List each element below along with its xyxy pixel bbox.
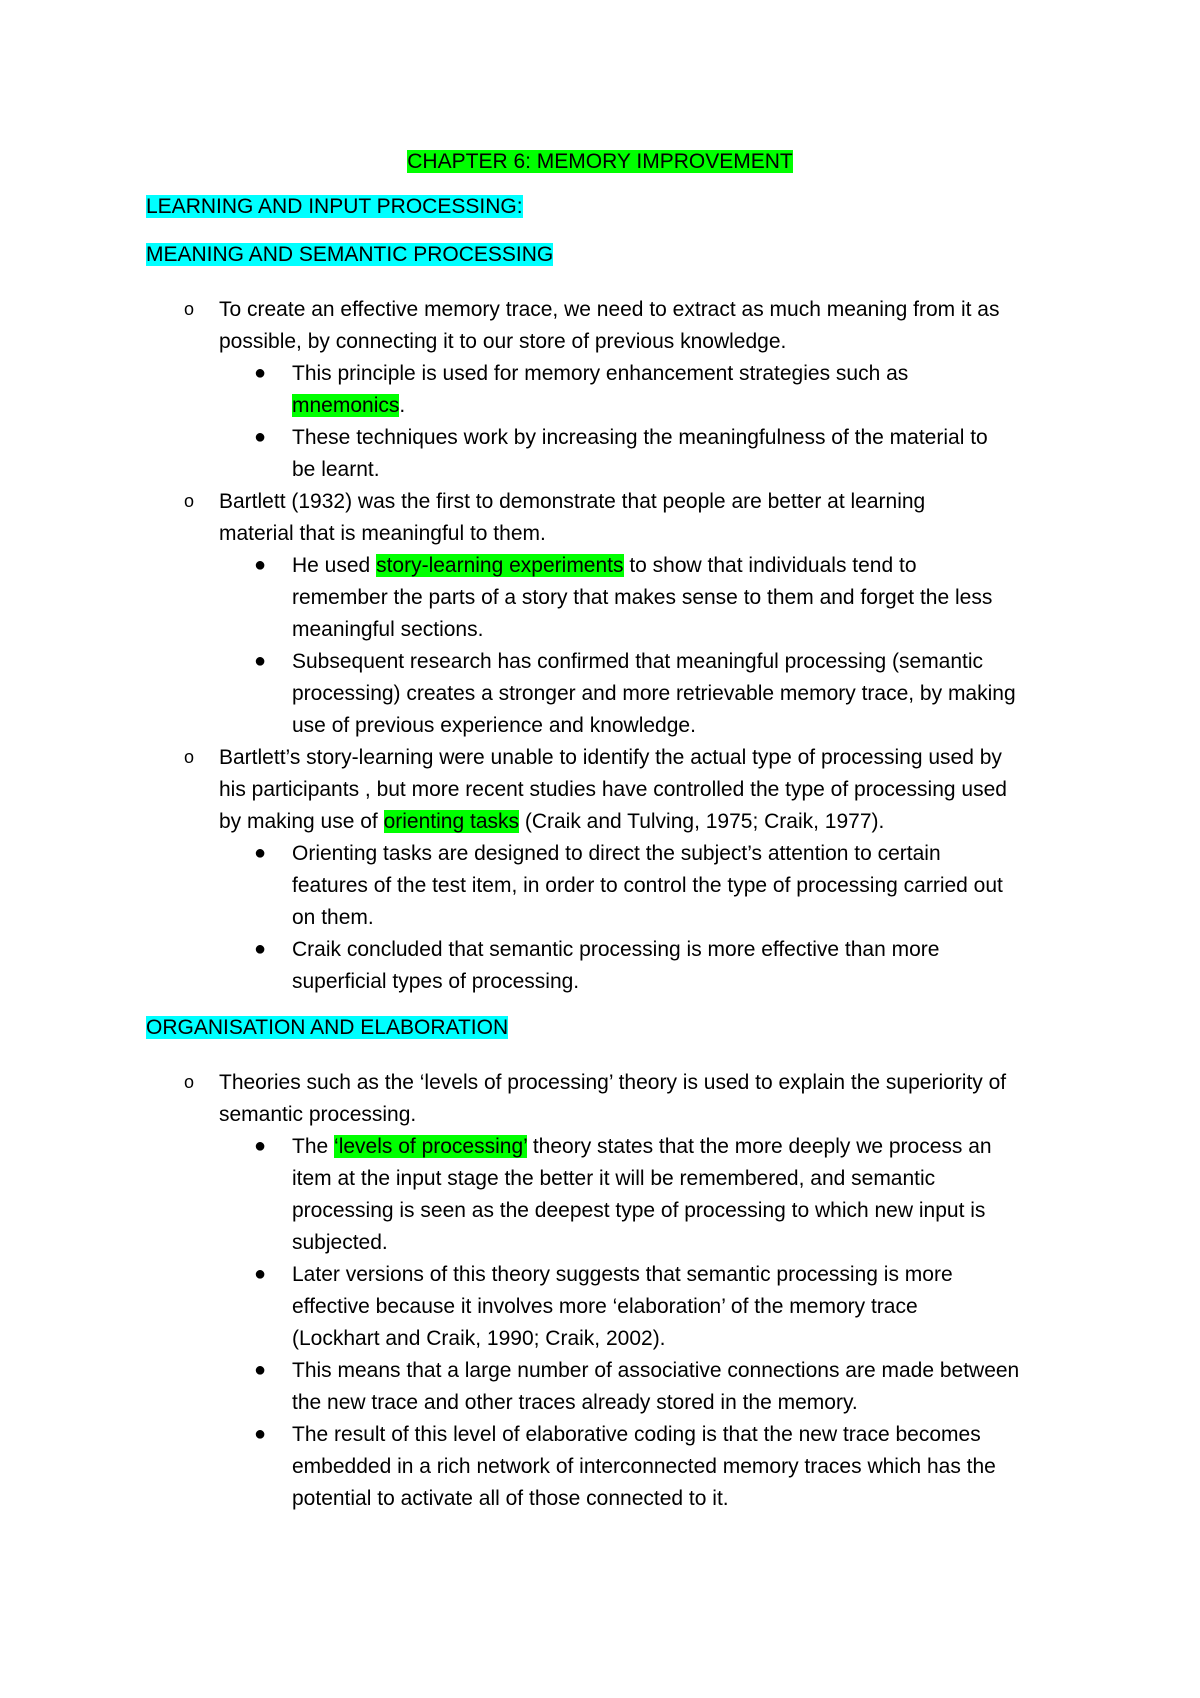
bullet-4-line-1: Subsequent research has confirmed that meaningful processing (semantic (292, 650, 984, 673)
bullet-10-line-3: potential to activate all of those connected to it. (292, 1487, 729, 1510)
highlight-mnemonics: mnemonics (292, 394, 400, 417)
bullet-7-line-2: item at the input stage the better it will be remembered, and semantic (292, 1167, 936, 1190)
heading-meaning-semantic: MEANING AND SEMANTIC PROCESSING (146, 243, 554, 266)
bullet-marker: ● (254, 1135, 267, 1157)
bullet-5-line-2: features of the test item, in order to control the type of processing carried out (292, 874, 1003, 897)
bullet-7-line-3: processing is seen as the deepest type of processing to which new input is (292, 1199, 986, 1222)
bullet-5-line-3: on them. (292, 906, 374, 929)
bullet-marker: ● (254, 1359, 267, 1381)
bullet-7-line-4: subjected. (292, 1231, 388, 1254)
bullet-10-line-1: The result of this level of elaborative coding is that the new trace becomes (292, 1423, 981, 1446)
bullet-marker: ● (254, 362, 267, 384)
bullet-4-line-3: use of previous experience and knowledge. (292, 714, 696, 737)
bullet-4-line-2: processing) creates a stronger and more retrievable memory trace, by making (292, 682, 1016, 705)
bullet-marker: ● (254, 554, 267, 576)
bullet-3-line-2: remember the parts of a story that makes sense to them and forget the less (292, 586, 993, 609)
circle-marker: o (184, 1072, 195, 1092)
bullet-10-line-2: embedded in a rich network of interconnected memory traces which has the (292, 1455, 996, 1478)
bullet-marker: ● (254, 938, 267, 960)
point-4-line-2: semantic processing. (219, 1103, 417, 1126)
bullet-9-line-2: the new trace and other traces already stored in the memory. (292, 1391, 858, 1414)
circle-marker: o (184, 747, 195, 767)
bullet-8-line-1: Later versions of this theory suggests that semantic processing is more (292, 1263, 953, 1286)
bullet-marker: ● (254, 1263, 267, 1285)
bullet-2-line-1: These techniques work by increasing the meaningfulness of the material to (292, 426, 988, 449)
point-4-line-1: Theories such as the ‘levels of processing’ theory is used to explain the superiority of (219, 1071, 1007, 1094)
bullet-marker: ● (254, 650, 267, 672)
point-2-line-1: Bartlett (1932) was the first to demonstrate that people are better at learning (219, 490, 926, 513)
highlight-orienting-tasks: orienting tasks (383, 810, 519, 833)
circle-marker: o (184, 491, 195, 511)
point-1-line-2: possible, by connecting it to our store of previous knowledge. (219, 330, 787, 353)
bullet-6-line-2: superficial types of processing. (292, 970, 580, 993)
bullet-2-line-2: be learnt. (292, 458, 380, 481)
bullet-marker: ● (254, 842, 267, 864)
bullet-1-line-2: mnemonics. (292, 394, 406, 417)
heading-organisation-elaboration: ORGANISATION AND ELABORATION (146, 1016, 509, 1039)
bullet-1-line-1: This principle is used for memory enhancement strategies such as (292, 362, 909, 385)
heading-learning-input: LEARNING AND INPUT PROCESSING: (146, 195, 523, 218)
bullet-8-line-3: (Lockhart and Craik, 1990; Craik, 2002). (292, 1327, 666, 1350)
point-3-line-3: by making use of orienting tasks (Craik and Tulving, 1975; Craik, 1977). (219, 810, 885, 833)
bullet-3-line-3: meaningful sections. (292, 618, 484, 641)
bullet-marker: ● (254, 1423, 267, 1445)
point-3-line-2: his participants , but more recent studies have controlled the type of processing used (219, 778, 1007, 801)
bullet-9-line-1: This means that a large number of associative connections are made between (292, 1359, 1020, 1382)
bullet-8-line-2: effective because it involves more ‘elaboration’ of the memory trace (292, 1295, 918, 1318)
bullet-3-line-1: He used story-learning experiments to show that individuals tend to (292, 554, 917, 577)
bullet-5-line-1: Orienting tasks are designed to direct the subject’s attention to certain (292, 842, 941, 865)
bullet-7-line-1: The ‘levels of processing’ theory states that the more deeply we process an (292, 1135, 992, 1158)
bullet-6-line-1: Craik concluded that semantic processing is more effective than more (292, 938, 940, 961)
point-2-line-2: material that is meaningful to them. (219, 522, 546, 545)
chapter-title-row (0, 148, 1200, 175)
bullet-marker: ● (254, 426, 267, 448)
circle-marker: o (184, 299, 195, 319)
highlight-story-learning: story-learning experiments (376, 554, 624, 577)
point-3-line-1: Bartlett’s story-learning were unable to identify the actual type of processing used by (219, 746, 1002, 769)
highlight-levels-of-processing: ‘levels of processing’ (334, 1135, 528, 1158)
chapter-title: CHAPTER 6: MEMORY IMPROVEMENT (407, 150, 793, 173)
point-1-line-1: To create an effective memory trace, we need to extract as much meaning from it as (219, 298, 1000, 321)
